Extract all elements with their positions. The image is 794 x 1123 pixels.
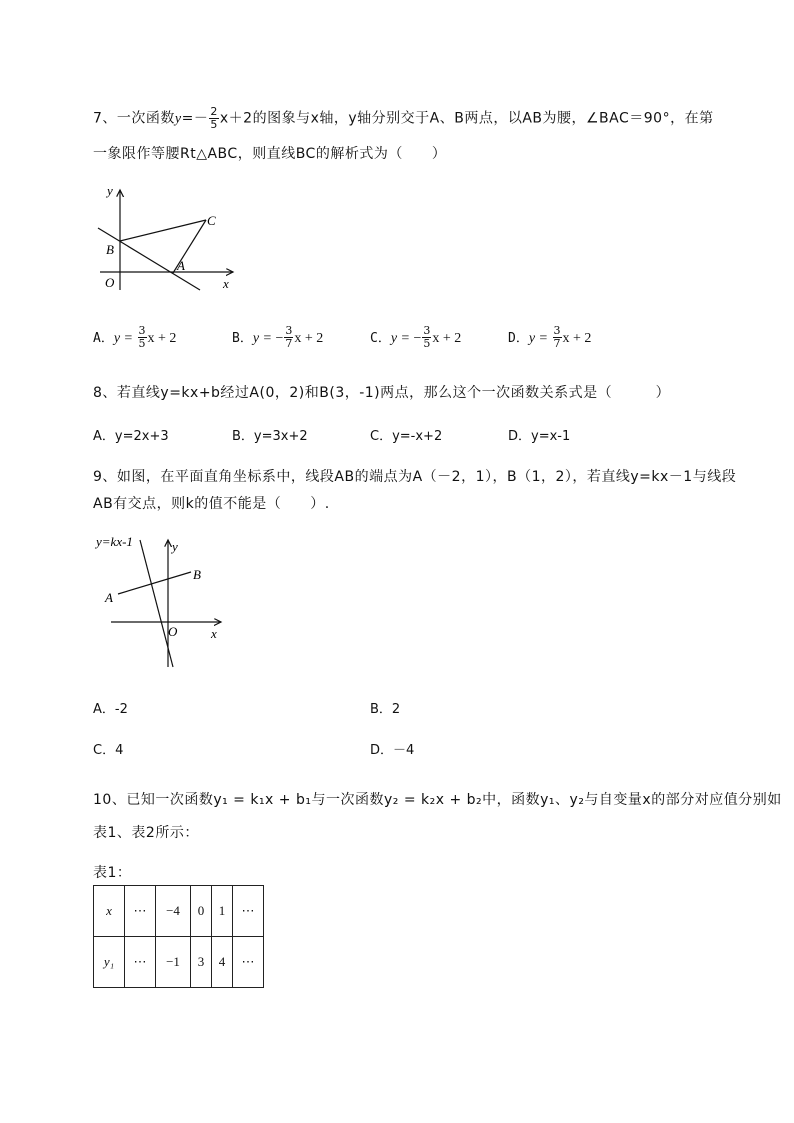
q7-option-b-lhs: y = <box>252 331 276 346</box>
q7-segment-bc <box>120 220 206 241</box>
q7-option-c-frac <box>422 325 431 350</box>
q7-option-c[interactable] <box>370 325 461 350</box>
table-cell: ⋯ <box>233 886 264 937</box>
q7-option-a-num: 3 <box>138 324 146 337</box>
q7-option-d-lhs: y = <box>528 331 552 346</box>
q7-fraction <box>209 106 219 131</box>
q9-label-o: O <box>168 624 178 639</box>
q8-option-d[interactable]: D．y=x-1 <box>508 429 571 444</box>
table-cell: x <box>94 886 125 937</box>
q8-option-b[interactable]: B．y=3x+2 <box>232 429 308 444</box>
q7-option-c-label: C． <box>370 331 391 346</box>
q7-option-c-den: 5 <box>423 337 431 350</box>
q10-line2: 表1、表2所示： <box>93 825 199 841</box>
table-cell: −4 <box>156 886 191 937</box>
q7-option-d[interactable] <box>508 325 591 350</box>
q7-option-a-rest: x + 2 <box>147 331 177 346</box>
q7-option-b[interactable] <box>232 325 323 350</box>
q7-option-b-rest: x + 2 <box>294 331 324 346</box>
q7-option-a-frac <box>138 325 147 350</box>
q7-option-c-lhs: y = <box>390 331 414 346</box>
q9-option-c[interactable]: C．4 <box>93 743 124 758</box>
q9-option-d[interactable]: D．－4 <box>370 743 415 758</box>
table-cell: 3 <box>191 937 212 988</box>
q7-option-c-rest: x + 2 <box>432 331 462 346</box>
q8-stem: 8、若直线y=kx+b经过A(0，2)和B(3，-1)两点，那么这个一次函数关系式是（ ） <box>93 385 671 401</box>
table-cell: ⋯ <box>125 937 156 988</box>
q7-option-d-num: 3 <box>553 324 561 337</box>
q7-option-b-den: 7 <box>285 337 293 350</box>
q7-label-y: y <box>107 183 113 198</box>
q10-table-title: 表1： <box>93 865 132 881</box>
q7-stem-rest: x轴，y轴分别交于A、B两点，以AB为腰，∠BAC＝90°，在第 <box>310 110 714 127</box>
q7-label-a: A <box>177 258 185 273</box>
q7-frac-num: 2 <box>210 105 218 118</box>
q7-option-d-label: D． <box>508 331 529 346</box>
q9-option-a[interactable]: A．-2 <box>93 702 128 717</box>
q7-equals: =－ <box>181 110 209 127</box>
q7-option-d-den: 7 <box>553 337 561 350</box>
q7-option-d-frac <box>553 325 562 350</box>
q7-option-b-sign: − <box>275 331 284 346</box>
q7-label-o: O <box>105 275 115 290</box>
q7-figure <box>90 180 250 295</box>
q7-option-b-frac <box>284 325 293 350</box>
table-cell: 0 <box>191 886 212 937</box>
q9-option-b[interactable]: B．2 <box>370 702 401 717</box>
table-cell: 4 <box>212 937 233 988</box>
q7-label-c: C <box>207 213 216 228</box>
q7-stem-start: 7、一次函数 <box>93 110 175 127</box>
table-cell: 1 <box>212 886 233 937</box>
q9-label-y: y <box>172 539 178 554</box>
q7-x-term: x＋2的图象与 <box>219 110 311 127</box>
table-cell: ⋯ <box>233 937 264 988</box>
q9-label-x: x <box>211 626 217 641</box>
q9-label-b: B <box>193 567 201 582</box>
q7-option-a[interactable] <box>93 325 176 350</box>
q9-label-line: y=kx-1 <box>96 534 133 549</box>
q9-figure <box>93 532 233 672</box>
table-cell: y₁ <box>94 937 125 988</box>
q10-line1: 10、已知一次函数y₁ = k₁x + b₁与一次函数y₂ = k₂x + b₂中，函数y₁、y₂与自变量x的部分对应值分别如 <box>93 792 782 808</box>
q9-segment-ab <box>118 572 191 594</box>
table-row <box>94 886 264 937</box>
q7-option-a-lhs: y = <box>113 331 137 346</box>
q7-y-var: y <box>174 111 182 127</box>
q7-option-b-label: B． <box>232 331 253 346</box>
q8-option-a[interactable]: A．y=2x+3 <box>93 429 169 444</box>
q7-option-a-label: A． <box>93 331 114 346</box>
q10-table-1 <box>93 885 264 988</box>
q7-option-c-sign: − <box>413 331 422 346</box>
q7-options <box>93 325 733 359</box>
q7-line2: 一象限作等腰Rt△ABC，则直线BC的解析式为（ ） <box>93 146 447 162</box>
table-cell: −1 <box>156 937 191 988</box>
q7-label-x: x <box>223 276 229 291</box>
q9-line1: 9、如图，在平面直角坐标系中，线段AB的端点为A（－2，1），B（1，2），若直线y=kx－1与线段 <box>93 469 737 485</box>
q7-option-d-rest: x + 2 <box>562 331 592 346</box>
table-cell: ⋯ <box>125 886 156 937</box>
q9-label-a: A <box>105 590 113 605</box>
q7-option-b-num: 3 <box>285 324 293 337</box>
q9-line2: AB有交点，则k的值不能是（ ）. <box>93 496 330 512</box>
q7-option-c-num: 3 <box>423 324 431 337</box>
q8-option-c[interactable]: C．y=-x+2 <box>370 429 443 444</box>
table-row <box>94 937 264 988</box>
q7-line1 <box>93 106 714 131</box>
q7-option-a-den: 5 <box>138 337 146 350</box>
q7-label-b: B <box>106 242 114 257</box>
q7-frac-den: 5 <box>210 118 218 131</box>
